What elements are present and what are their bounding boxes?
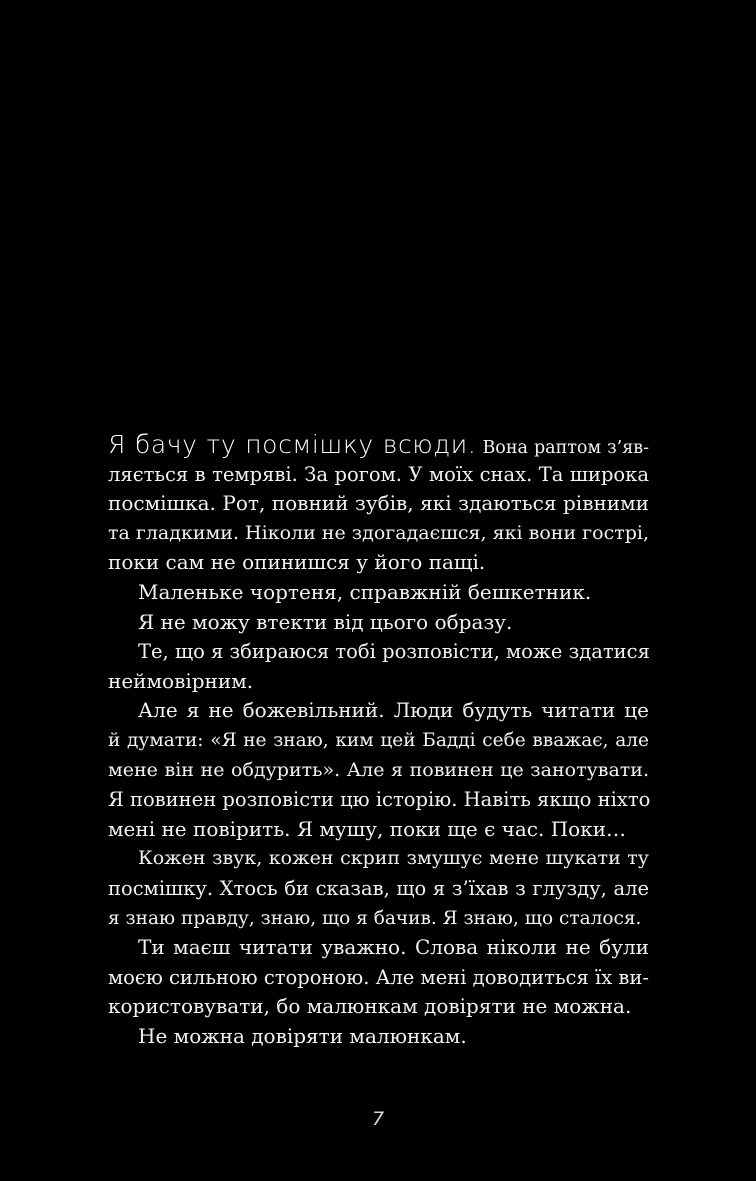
text-line: Те, що я збираюся тобі розповісти, може здатися <box>138 640 650 664</box>
text-line <box>108 430 649 460</box>
text-line: Але я не божевільний. Люди будуть читати це <box>138 698 649 723</box>
text-line: Маленьке чортеня, справжній бешкетник. <box>138 579 592 604</box>
text-line: мені не повірить. Я мушу, поки ще є час. Поки… <box>108 816 627 841</box>
text-line: Я не можу втекти від цього образу. <box>138 609 513 634</box>
text-line: посмішку. Хтось би сказав, що я з’їхав з глузду, але <box>108 876 649 900</box>
text-line: я знаю правду, знаю, що я бачив. Я знаю, що сталося. <box>108 907 642 929</box>
text-line-fragment: Вона раптом з’яв- <box>476 438 649 458</box>
text-line: Кожен звук, кожен скрип змушує мене шукати ту <box>138 847 649 870</box>
text-line: моєю сильною стороною. Але мені доводиться їх ви- <box>108 965 649 989</box>
text-line: користовувати, бо малюнкам довіряти не можна. <box>108 994 632 1019</box>
text-line: неймовірним. <box>108 668 254 693</box>
opening-phrase: Я бачу ту посмішку всюди. <box>108 430 477 459</box>
chapter-text <box>108 430 649 1051</box>
text-line: Ти маєш читати уважно. Слова ніколи не були <box>138 935 649 960</box>
text-line: поки сам не опинишся у його пащі. <box>108 550 486 575</box>
text-line: посмішка. Рот, повний зубів, які здаються рівними <box>108 491 649 516</box>
text-line: ляється в темряві. За рогом. У моїх снах. Та широка <box>108 462 649 486</box>
text-line: й думати: «Я не знаю, ким цей Бадді себе вважає, але <box>108 729 649 751</box>
text-line: мене він не обдурить». Але я повинен це занотувати. <box>108 758 649 781</box>
page-number: 7 <box>371 1108 385 1130</box>
text-line: Я повинен розповісти цю історію. Навіть якщо ніхто <box>108 788 651 812</box>
text-line: Не можна довіряти малюнкам. <box>138 1023 467 1048</box>
text-line: та гладкими. Ніколи не здогадаєшся, які вони гострі, <box>108 521 649 544</box>
